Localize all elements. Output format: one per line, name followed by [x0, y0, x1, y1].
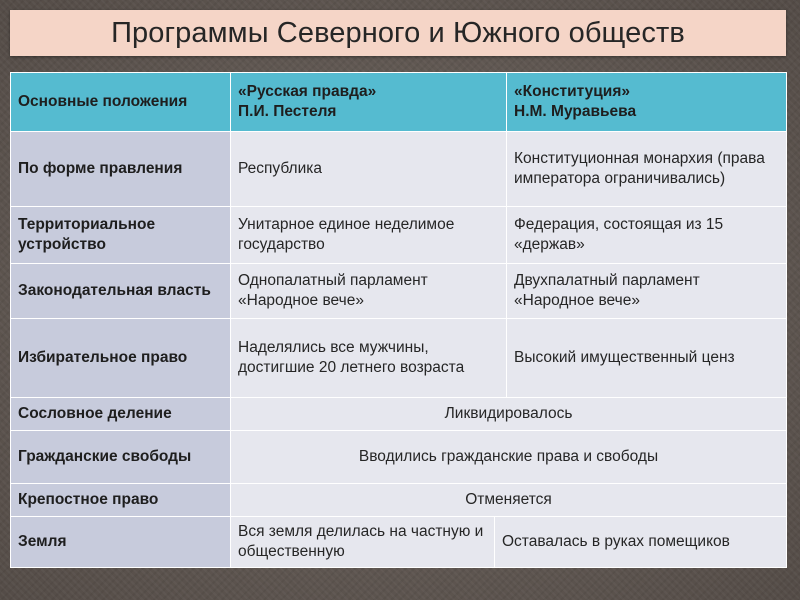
table-row — [11, 319, 787, 398]
table-row — [11, 431, 787, 484]
header-doc-title: «Конституция» — [514, 83, 630, 100]
table-row — [11, 132, 787, 207]
header-cell-russkaya-pravda — [231, 73, 507, 132]
muravyov-cell: Двухпалатный парламент «Народное вече» — [507, 264, 787, 319]
pestel-cell: Наделялись все мужчины, достигшие 20 летнего возраста — [231, 319, 507, 398]
header-cell-main-provisions — [11, 73, 231, 132]
row-label: По форме правления — [11, 132, 231, 207]
table-row — [11, 484, 787, 517]
muravyov-cell: Оставалась в руках помещиков — [495, 517, 787, 568]
row-label: Сословное деление — [11, 398, 231, 431]
header-cell-konstitutsiya — [507, 73, 787, 132]
row-label: Территориальное устройство — [11, 207, 231, 264]
table-row — [11, 264, 787, 319]
common-cell: Отменяется — [231, 484, 787, 517]
table-row — [11, 207, 787, 264]
pestel-cell: Однопалатный парламент «Народное вече» — [231, 264, 507, 319]
row-label: Крепостное право — [11, 484, 231, 517]
table-row — [11, 398, 787, 431]
row-label: Избирательное право — [11, 319, 231, 398]
page-title: Программы Северного и Южного обществ — [111, 16, 685, 49]
pestel-cell: Унитарное единое неделимое государство — [231, 207, 507, 264]
programs-table — [10, 72, 787, 568]
row-label: Законодательная власть — [11, 264, 231, 319]
row-label: Гражданские свободы — [11, 431, 231, 484]
muravyov-cell: Конституционная монархия (права императора ограничивались) — [507, 132, 787, 207]
pestel-cell: Вся земля делилась на частную и общественную — [231, 517, 495, 568]
common-cell: Ликвидировалось — [231, 398, 787, 431]
common-cell: Вводились гражданские права и свободы — [231, 431, 787, 484]
title-bar — [10, 10, 786, 56]
header-doc-author: Н.М. Муравьева — [514, 103, 637, 120]
header-label: Основные положения — [18, 93, 188, 110]
pestel-cell: Республика — [231, 132, 507, 207]
muravyov-cell: Федерация, состоящая из 15 «держав» — [507, 207, 787, 264]
table-row — [11, 517, 787, 568]
row-label: Земля — [11, 517, 231, 568]
table-header-row — [11, 73, 787, 132]
header-doc-title: «Русская правда» — [238, 83, 377, 100]
header-doc-author: П.И. Пестеля — [238, 103, 337, 120]
muravyov-cell: Высокий имущественный ценз — [507, 319, 787, 398]
